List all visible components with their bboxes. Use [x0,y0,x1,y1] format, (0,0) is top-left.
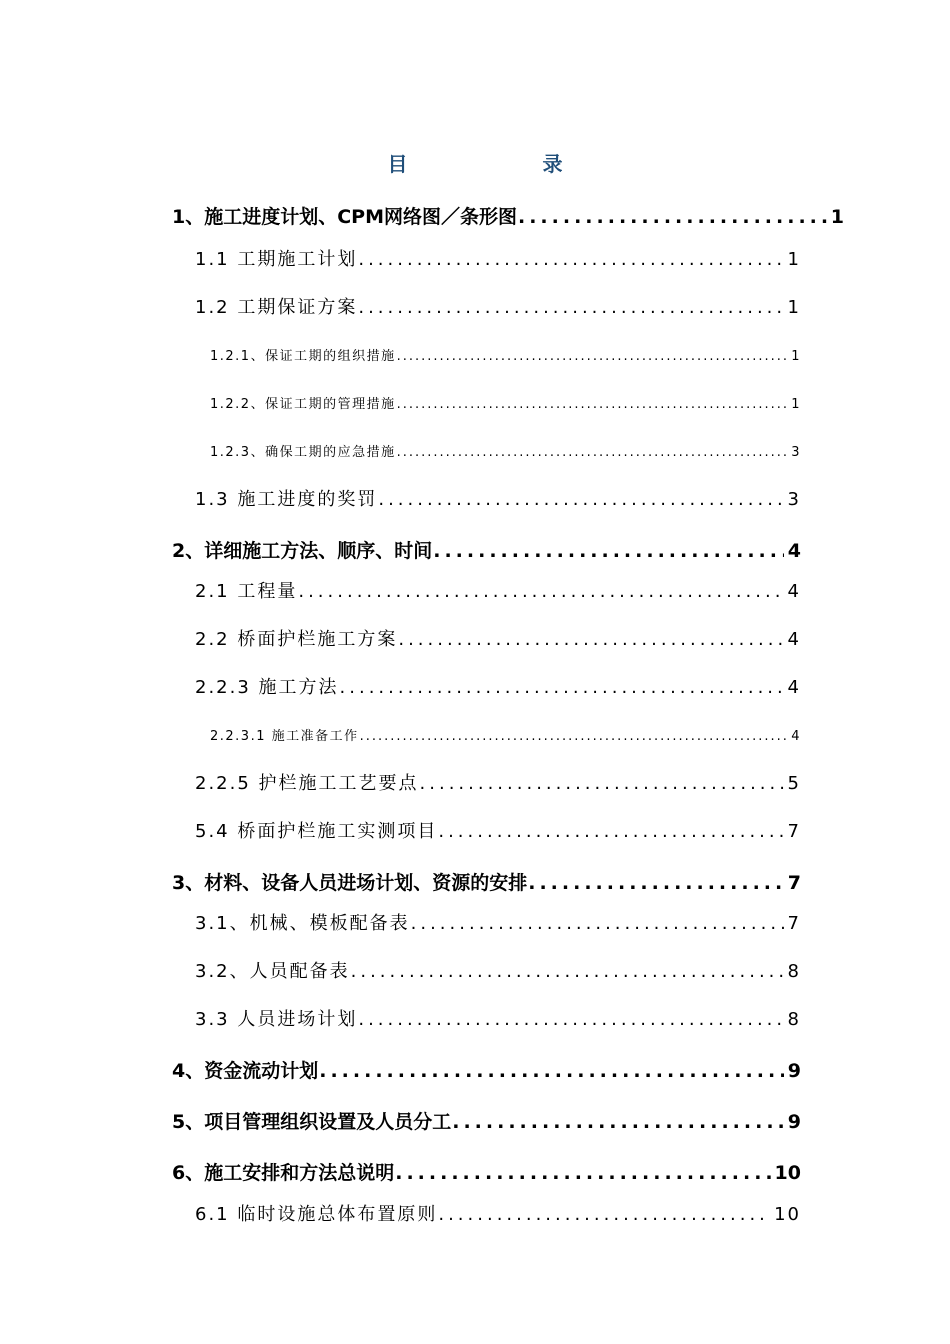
toc-entry[interactable] [210,441,801,460]
toc-entry-label: 1.2 工期保证方案 [195,297,358,318]
toc-entry-label: 1、施工进度计划、CPM网络图／条形图 [172,206,517,228]
toc-entry-label: 2.2 桥面护栏施工方案 [195,629,398,650]
toc-page-number: 3 [791,445,801,460]
toc-leader-dots [398,629,783,650]
toc-page-number: 7 [787,821,801,842]
toc-entry[interactable] [195,957,801,983]
toc-entry[interactable] [195,293,801,319]
toc-entry-label: 3.1、机械、模板配备表 [195,913,410,934]
toc-entry[interactable] [195,909,801,935]
toc-page-number: 4 [787,540,801,562]
toc-entry-label: 2、详细施工方法、顺序、时间 [172,540,433,562]
toc-entry[interactable] [195,673,801,699]
toc-entry-label: 2.2.3 施工方法 [195,677,339,698]
toc-entry[interactable] [210,345,801,364]
toc-page-number: 1 [787,249,801,270]
toc-entry[interactable] [172,202,844,229]
toc-page-number: 5 [787,773,801,794]
toc-page-number: 7 [787,913,801,934]
toc-leader-dots [438,821,783,842]
toc-entry-label: 3.3 人员进场计划 [195,1009,358,1030]
toc-leader-dots [340,677,784,698]
toc-entry-label: 1.2.2、保证工期的管理措施 [210,397,396,412]
toc-leader-dots [351,961,784,982]
toc-entry-label: 1.2.3、确保工期的应急措施 [210,445,396,460]
toc-entry[interactable] [210,393,801,412]
toc-entry-label: 2.2.3.1 施工准备工作 [210,729,359,744]
toc-page-number: 1 [791,397,801,412]
toc-leader-dots [433,540,784,562]
toc-page-number: 1 [830,206,844,228]
toc-leader-dots [358,297,783,318]
toc-entry-label: 5.4 桥面护栏施工实测项目 [195,821,438,842]
toc-page-number: 4 [787,581,801,602]
toc-leader-dots [395,1162,770,1184]
toc-entry[interactable] [195,245,801,271]
toc-entry[interactable] [172,1107,801,1134]
toc-entry-label: 1.1 工期施工计划 [195,249,358,270]
toc-entry-label: 2.2.5 护栏施工工艺要点 [195,773,419,794]
toc-leader-dots [518,206,827,228]
toc-entry[interactable] [195,485,801,511]
toc-entry[interactable] [195,625,801,651]
toc-entry[interactable] [172,536,801,563]
toc-page-number: 3 [787,489,801,510]
toc-entry[interactable] [195,1200,801,1226]
toc-entry[interactable] [195,769,801,795]
toc-entry[interactable] [172,1158,801,1185]
toc-page-number: 10 [774,1162,801,1184]
toc-leader-dots [411,913,784,934]
toc-page-number: 4 [787,629,801,650]
toc-leader-dots [397,445,788,460]
toc-entry-label: 6、施工安排和方法总说明 [172,1162,395,1184]
toc-entry[interactable] [195,817,801,843]
toc-leader-dots [298,581,783,602]
toc-leader-dots [397,397,788,412]
toc-page-number: 10 [774,1204,801,1225]
toc-entry[interactable] [172,1056,801,1083]
toc-entry-label: 4、资金流动计划 [172,1060,319,1082]
toc-page-number: 1 [791,349,801,364]
toc-page-number: 8 [787,1009,801,1030]
toc-leader-dots [358,1009,783,1030]
toc-page-number: 4 [791,729,801,744]
toc-leader-dots [378,489,783,510]
toc-title: 目 录 [387,152,627,176]
toc-entry-label: 1.2.1、保证工期的组织措施 [210,349,396,364]
toc-leader-dots [420,773,784,794]
toc-entry[interactable] [195,1005,801,1031]
toc-entry-label: 2.1 工程量 [195,581,298,602]
toc-leader-dots [438,1204,770,1225]
toc-page-number: 7 [787,872,801,894]
toc-leader-dots [397,349,788,364]
toc-entry[interactable] [195,577,801,603]
toc-page-number: 9 [787,1060,801,1082]
toc-page-number: 8 [787,961,801,982]
toc-entry-label: 5、项目管理组织设置及人员分工 [172,1111,452,1133]
toc-page-number: 4 [787,677,801,698]
toc-entry-label: 1.3 施工进度的奖罚 [195,489,378,510]
toc-leader-dots [358,249,783,270]
toc-page-number: 1 [787,297,801,318]
toc-leader-dots [452,1111,784,1133]
toc-leader-dots [360,729,788,744]
toc-leader-dots [528,872,784,894]
toc-page-number: 9 [787,1111,801,1133]
toc-entry[interactable] [210,725,801,744]
toc-entry-label: 3、材料、设备人员进场计划、资源的安排 [172,872,528,894]
toc-entry-label: 3.2、人员配备表 [195,961,350,982]
toc-entry-label: 6.1 临时设施总体布置原则 [195,1204,438,1225]
toc-leader-dots [319,1060,784,1082]
toc-entry[interactable] [172,868,801,895]
